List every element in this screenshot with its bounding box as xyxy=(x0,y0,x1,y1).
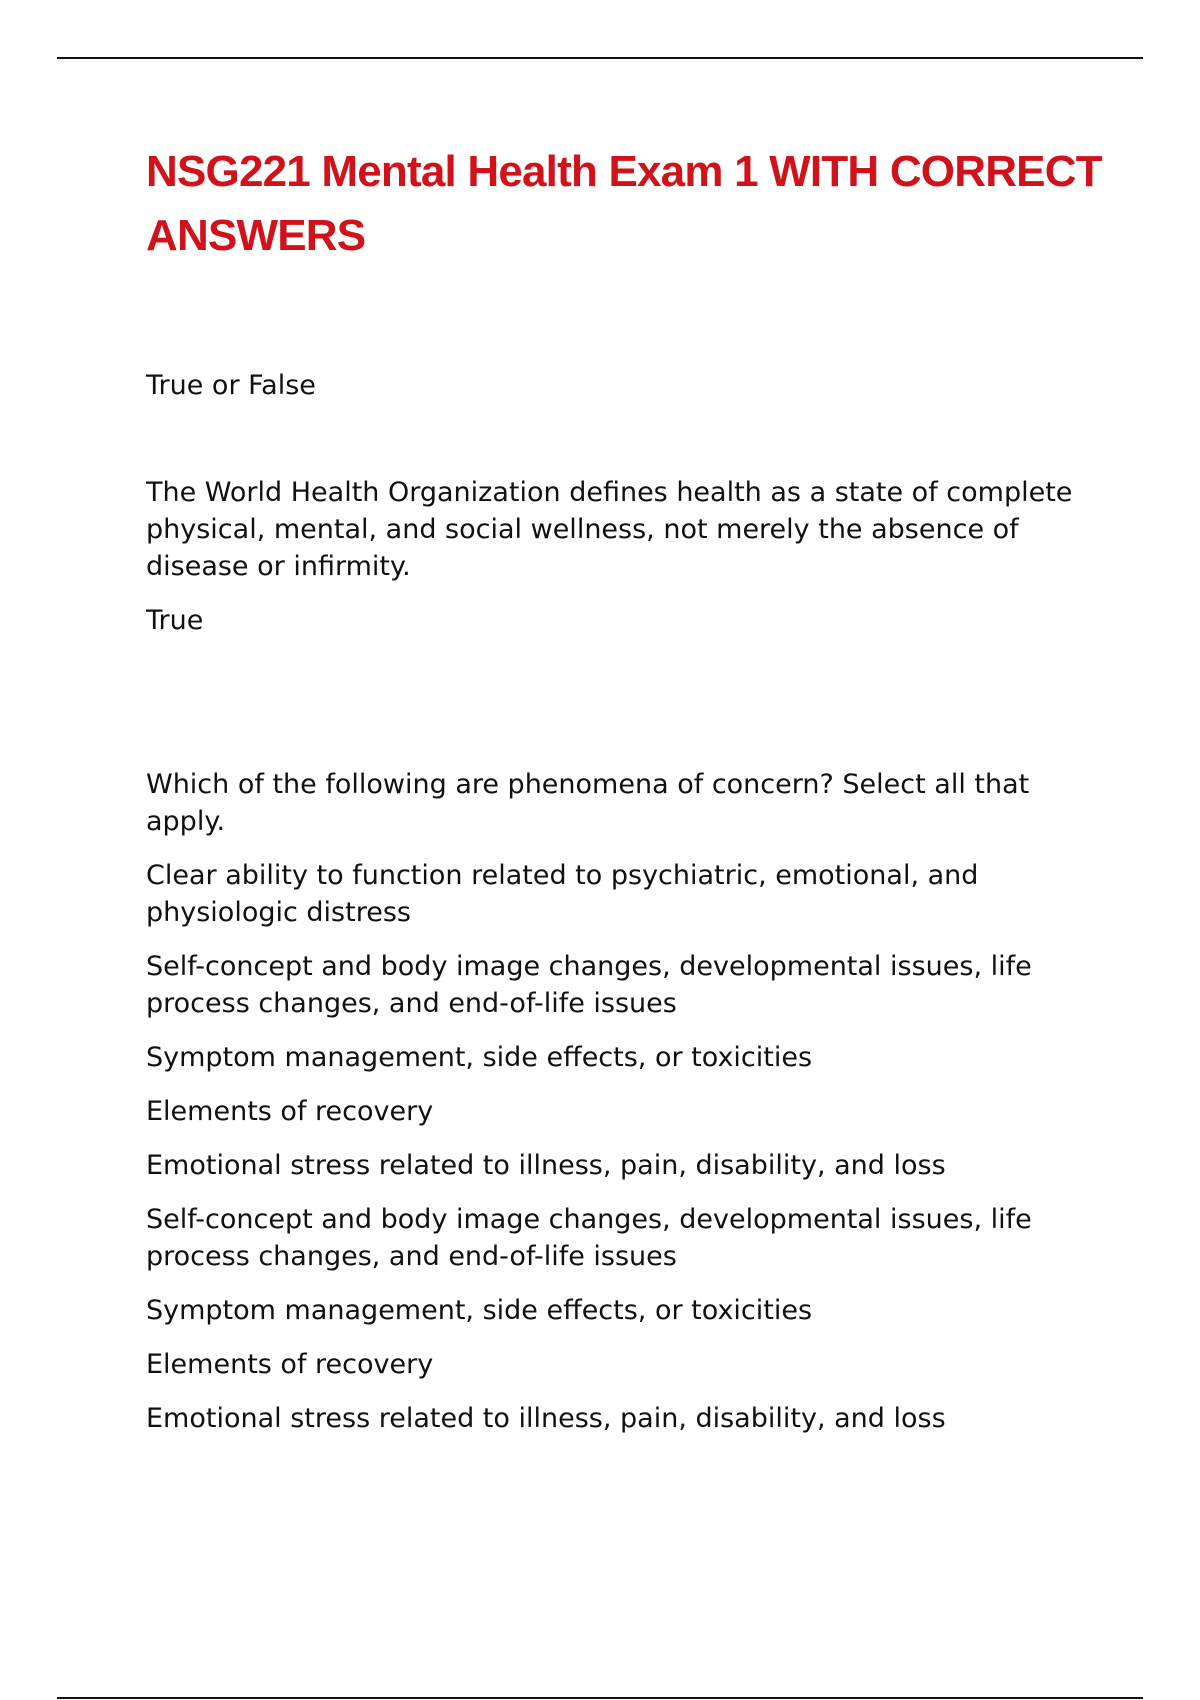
answer-option: Self-concept and body image changes, developmental issues, life process changes, and end-of-life issues xyxy=(146,1204,1032,1272)
question-text: The World Health Organization defines health as a state of complete physical, mental, and social wellness, not merely the absence of disease or infirmity. xyxy=(146,477,1073,582)
footer-rule xyxy=(57,1697,1143,1699)
answer-option: Clear ability to function related to psychiatric, emotional, and physiologic distress xyxy=(146,860,979,928)
answer-option: Symptom management, side effects, or toxicities xyxy=(146,1042,813,1073)
answer-list xyxy=(146,857,1106,1437)
answer-option: Emotional stress related to illness, pain, disability, and loss xyxy=(146,1403,946,1434)
answer-option: Elements of recovery xyxy=(146,1349,434,1380)
answer-option: Symptom management, side effects, or toxicities xyxy=(146,1295,813,1326)
question-block xyxy=(146,474,1106,639)
answer-option: Elements of recovery xyxy=(146,1096,434,1127)
section-label: True or False xyxy=(146,370,316,401)
question-block xyxy=(146,766,1106,1437)
answer-text: True xyxy=(146,605,204,636)
document-body xyxy=(146,140,1106,1434)
answer-option: Self-concept and body image changes, developmental issues, life process changes, and end-of-life issues xyxy=(146,951,1032,1019)
header-rule xyxy=(57,57,1143,59)
answer-option: Emotional stress related to illness, pain, disability, and loss xyxy=(146,1150,946,1181)
document-title: NSG221 Mental Health Exam 1 WITH CORRECT ANSWERS xyxy=(146,147,1102,260)
question-text: Which of the following are phenomena of concern? Select all that apply. xyxy=(146,769,1030,837)
